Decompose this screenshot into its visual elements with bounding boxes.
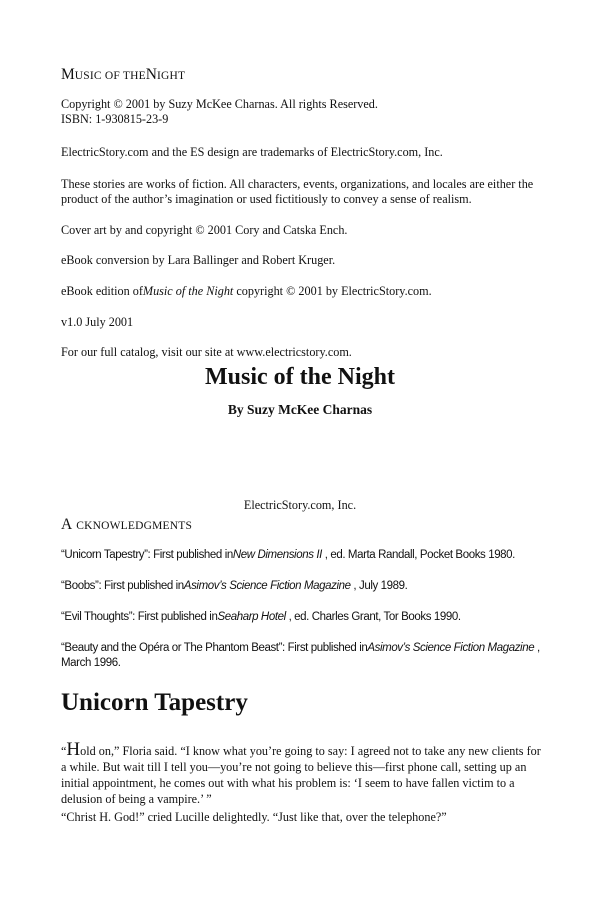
drop-cap: H: [66, 739, 81, 760]
heading-initial: A: [61, 516, 73, 533]
catalog-line: For our full catalog, visit our site at www.electricstory.com.: [61, 345, 352, 359]
cover-art-line: Cover art by and copyright © 2001 Cory and Catska Ench.: [61, 223, 348, 237]
entry-publication: Asimov’s Science Fiction Magazine: [183, 580, 351, 592]
book-title-smallcaps: [61, 66, 185, 84]
entry-suffix: , July 1989.: [350, 580, 408, 592]
story-paragraph: [61, 739, 543, 807]
edition-title: Music of the Night: [142, 284, 234, 298]
entry-publication: Seaharp Hotel: [217, 611, 286, 623]
conversion-line: eBook conversion by Lara Ballinger and Robert Kruger.: [61, 253, 336, 267]
entry-prefix: “Evil Thoughts”: First published in: [61, 611, 218, 623]
isbn-line: ISBN: 1-930815-23-9: [61, 112, 169, 126]
title-part: IGHT: [157, 70, 186, 82]
entry-suffix: , ed. Marta Randall, Pocket Books 1980.: [321, 549, 515, 561]
story-paragraph: “Christ H. God!” cried Lucille delightedly. “Just like that, over the telephone?”: [61, 810, 447, 824]
entry-prefix: “Boobs”: First published in: [61, 580, 184, 592]
acknowledgment-entry: [61, 611, 461, 623]
acknowledgment-entry: [61, 549, 515, 561]
story-title: Unicorn Tapestry: [61, 689, 248, 716]
title-initial: M: [61, 66, 75, 83]
title-initial: N: [145, 66, 157, 83]
entry-publication: New Dimensions II: [232, 549, 322, 561]
publisher-name: ElectricStory.com, Inc.: [243, 498, 357, 512]
entry-suffix: , March 1996.: [61, 642, 540, 669]
open-quote: “: [61, 744, 67, 758]
entry-publication: Asimov’s Science Fiction Magazine: [367, 642, 535, 654]
acknowledgments-heading: [61, 516, 192, 534]
acknowledgment-entry: [61, 580, 407, 592]
entry-prefix: “Beauty and the Opéra or The Phantom Beast”: First published in: [61, 642, 368, 654]
acknowledgment-entry: [61, 641, 545, 671]
edition-suffix: copyright © 2001 by ElectricStory.com.: [233, 284, 432, 298]
copyright-line: Copyright © 2001 by Suzy McKee Charnas. All rights Reserved.: [61, 97, 378, 111]
edition-line: [61, 284, 432, 299]
entry-suffix: , ed. Charles Grant, Tor Books 1990.: [285, 611, 461, 623]
author-byline: By Suzy McKee Charnas: [227, 402, 373, 417]
heading-rest: CKNOWLEDGMENTS: [76, 520, 193, 532]
paragraph-text: old on,” Floria said. “I know what you’re going to say: I agreed not to take any new clients for a while. But wait till I tell you—you’re not going to believe this—first phone call, setting up an initial appointment, he comes out with what his problem is: ‘I seem to have fallen victim to a delusion of being a vampire.’ ”: [61, 744, 541, 806]
edition-prefix: eBook edition of: [61, 284, 143, 298]
version-line: v1.0 July 2001: [61, 315, 134, 329]
entry-prefix: “Unicorn Tapestry”: First published in: [61, 549, 233, 561]
trademark-line: ElectricStory.com and the ES design are trademarks of ElectricStory.com, Inc.: [61, 145, 443, 159]
title-part: USIC OF THE: [74, 70, 146, 82]
fiction-notice: These stories are works of fiction. All characters, events, organizations, and locales are either the product of the author’s imagination or used fictitiously to convey a sense of realism.: [61, 177, 534, 206]
book-title: Music of the Night: [205, 364, 395, 390]
